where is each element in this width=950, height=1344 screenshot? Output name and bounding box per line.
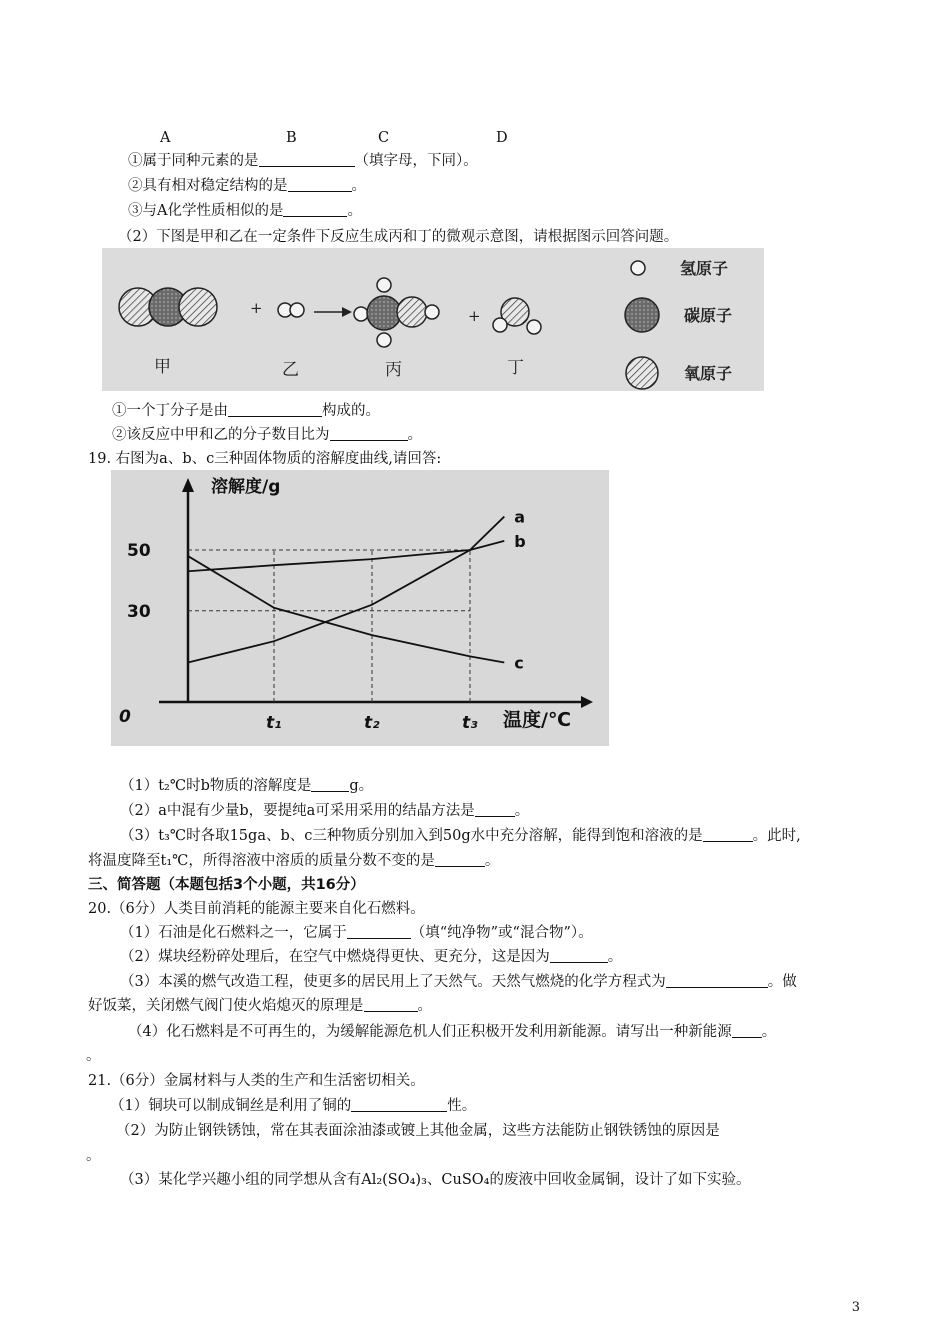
- solubility-chart-svg: [111, 470, 609, 746]
- q18-sub1: [128, 151, 478, 171]
- answer-blank[interactable]: [732, 1023, 762, 1038]
- curve-a: [188, 517, 504, 663]
- answer-blank[interactable]: [475, 802, 515, 817]
- molecule-ding: [493, 298, 541, 334]
- option-c: C: [378, 130, 390, 146]
- q18-fig-sub2: [112, 425, 422, 445]
- curve-label-b: b: [514, 531, 526, 551]
- reaction-arrow: [314, 307, 352, 317]
- q21-sub1: [110, 1096, 476, 1116]
- answer-blank[interactable]: [351, 1097, 447, 1112]
- answer-blank[interactable]: [311, 777, 349, 792]
- answer-blank[interactable]: [288, 177, 352, 192]
- answer-blank[interactable]: [435, 852, 485, 867]
- plus-sign-1: +: [250, 299, 263, 317]
- section-heading: 三、简答题（本题包括3个小题，共16分）: [88, 877, 365, 893]
- q19-sub3-cont-tail: 。: [484, 853, 500, 869]
- q21-sub1-tail: 性。: [447, 1098, 477, 1114]
- y-tick-label: 30: [127, 601, 151, 622]
- q20-sub3: [120, 972, 797, 992]
- q18-sub1-tail: （填字母，下同）。: [354, 153, 478, 169]
- reaction-diagram: [102, 248, 764, 391]
- answer-blank[interactable]: [228, 402, 322, 417]
- q20-sub3-cont-tail: 。: [417, 998, 432, 1014]
- q20-intro: 20.（6分）人类目前消耗的能源主要来自化石燃料。: [88, 901, 425, 917]
- q18-fig-sub1-text: ①一个丁分子是由: [112, 403, 228, 419]
- q18-fig-sub1: [112, 401, 380, 421]
- q18-sub2: [128, 176, 366, 196]
- q18-sub2-tail: 。: [351, 178, 366, 194]
- q18-fig-sub2-text: ②该反应中甲和乙的分子数目比为: [112, 427, 330, 443]
- q20-sub4-cont: 。: [86, 1048, 101, 1064]
- q18-sub2-text: ②具有相对稳定结构的是: [128, 178, 288, 194]
- legend-oxygen: 氧原子: [684, 364, 733, 383]
- answer-blank[interactable]: [550, 948, 608, 963]
- curve-c: [188, 556, 504, 662]
- answer-blank[interactable]: [364, 997, 418, 1012]
- molecule-yi: [278, 303, 304, 317]
- legend-carbon-icon: [625, 298, 659, 332]
- origin-label: 0: [119, 707, 131, 727]
- q20-sub2-tail: 。: [607, 949, 623, 965]
- q19-intro: 19. 右图为a、b、c三种固体物质的溶解度曲线,请回答:: [88, 451, 442, 467]
- q19-sub1-text: （1）t₂℃时b物质的溶解度是: [120, 778, 312, 794]
- q20-sub4-text: （4）化石燃料是不可再生的，为缓解能源危机人们正积极开发利用新能源。请写出一种新能源: [128, 1024, 732, 1040]
- x-tick-label: t₁: [266, 713, 282, 733]
- q21-sub1-text: （1）铜块可以制成铜丝是利用了铜的: [110, 1098, 352, 1114]
- q19-sub3-cont-text: 将温度降至t₁℃，所得溶液中溶质的质量分数不变的是: [88, 853, 435, 869]
- label-bing: 丙: [385, 360, 402, 380]
- q20-sub1: [120, 923, 593, 943]
- answer-blank[interactable]: [703, 827, 753, 842]
- q21-intro: 21.（6分）金属材料与人类的生产和生活密切相关。: [88, 1073, 425, 1089]
- label-yi: 乙: [282, 360, 299, 380]
- curve-b: [188, 541, 504, 571]
- q19-sub2-tail: 。: [514, 803, 530, 819]
- q18-fig-sub1-tail: 构成的。: [322, 403, 380, 419]
- x-tick-label: t₃: [462, 713, 478, 733]
- y-tick-label: 50: [127, 541, 151, 561]
- answer-blank[interactable]: [259, 152, 355, 167]
- y-axis-label: 溶解度/g: [211, 477, 281, 497]
- y-axis-arrow: [182, 478, 194, 492]
- q19-sub3-text: （3）t₃℃时各取15ga、b、c三种物质分别加入到50g水中充分溶解，能得到饱和溶液的是: [120, 828, 703, 844]
- x-tick-label: t₂: [364, 713, 380, 733]
- page-number: 3: [851, 1300, 860, 1315]
- curve-label-c: c: [514, 653, 524, 673]
- q20-sub3-cont: [88, 996, 432, 1016]
- answer-blank[interactable]: [283, 202, 347, 217]
- plus-sign-2: +: [468, 307, 481, 325]
- answer-blank[interactable]: [347, 924, 411, 939]
- option-d: D: [496, 130, 508, 146]
- q18-fig-sub2-tail: 。: [407, 427, 422, 443]
- q20-sub4-tail: 。: [761, 1024, 777, 1040]
- molecule-jia: [119, 288, 217, 326]
- q20-sub3-cont-text: 好饭菜，关闭燃气阀门使火焰熄灭的原理是: [88, 998, 364, 1014]
- legend-hydrogen-icon: [631, 261, 645, 275]
- option-b: B: [286, 130, 297, 146]
- q19-sub3: [120, 826, 801, 846]
- q20-sub4: [128, 1022, 776, 1042]
- answer-blank[interactable]: [666, 973, 768, 988]
- molecule-bing: [354, 278, 439, 347]
- q20-sub3-text: （3）本溪的燃气改造工程，使更多的居民用上了天然气。天然气燃烧的化学方程式为: [120, 974, 666, 990]
- q21-sub2: （2）为防止钢铁锈蚀，常在其表面涂油漆或镀上其他金属，这些方法能防止钢铁锈蚀的原因是: [116, 1123, 720, 1139]
- label-jia: 甲: [154, 357, 171, 377]
- q19-sub1-tail: g。: [349, 778, 374, 794]
- q20-sub1-tail: （填“纯净物”或“混合物”）。: [410, 925, 593, 941]
- q19-sub1: [120, 776, 373, 796]
- q20-sub2: [120, 947, 622, 967]
- solubility-chart: [111, 470, 609, 746]
- label-ding: 丁: [507, 358, 524, 378]
- q19-sub2: [120, 801, 529, 821]
- q18-sub3: [128, 201, 362, 221]
- reaction-diagram-svg: [102, 248, 764, 391]
- q21-sub3: （3）某化学兴趣小组的同学想从含有Al₂(SO₄)₃、CuSO₄的废液中回收金属铜，设计了如下实验。: [120, 1172, 751, 1188]
- legend-hydrogen: 氢原子: [680, 259, 729, 278]
- q19-sub3-cont: [88, 851, 499, 871]
- legend: [625, 259, 732, 389]
- q19-sub3-tail: 。此时,: [752, 828, 801, 844]
- x-axis-label: 温度/℃: [503, 709, 571, 731]
- q21-sub2-cont: 。: [86, 1148, 101, 1164]
- answer-blank[interactable]: [330, 426, 408, 441]
- q18-sub1-text: ①属于同种元素的是: [128, 153, 259, 169]
- curve-label-a: a: [514, 507, 526, 527]
- axis-spacer: [159, 494, 187, 702]
- q20-sub2-text: （2）煤块经粉碎处理后，在空气中燃烧得更快、更充分，这是因为: [120, 949, 550, 965]
- q20-sub3-tail: 。做: [767, 974, 797, 990]
- q19-sub2-text: （2）a中混有少量b，要提纯a可采用采用的结晶方法是: [120, 803, 475, 819]
- q18-sub3-tail: 。: [347, 203, 362, 219]
- q18-part2-intro: （2）下图是甲和乙在一定条件下反应生成丙和丁的微观示意图，请根据图示回答问题。: [118, 229, 679, 245]
- x-axis-arrow: [581, 696, 593, 708]
- q18-sub3-text: ③与A化学性质相似的是: [128, 203, 284, 219]
- option-a: A: [160, 130, 171, 146]
- legend-oxygen-icon: [626, 357, 658, 389]
- q20-sub1-text: （1）石油是化石燃料之一，它属于: [120, 925, 347, 941]
- legend-carbon: 碳原子: [684, 306, 733, 325]
